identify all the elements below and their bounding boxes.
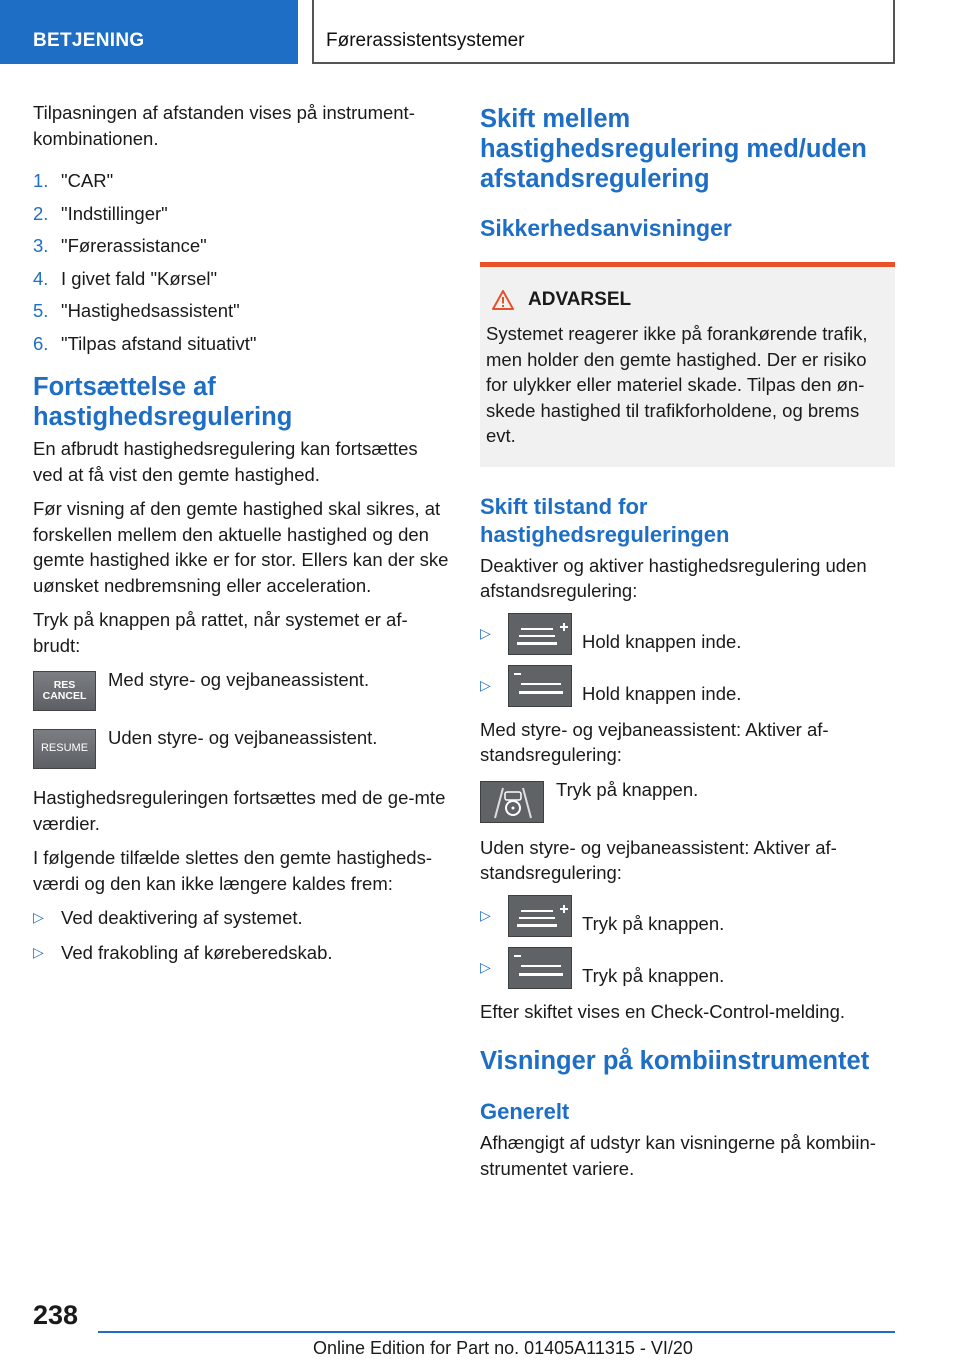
paragraph: Med styre- og vejbaneassistent: Aktiver af-standsregulering: <box>480 718 829 765</box>
footer-divider <box>98 1331 895 1333</box>
resume-button-icon: RESUME <box>33 729 96 769</box>
cruise-plus-row <box>480 613 895 655</box>
triangle-bullet-icon: ▷ <box>33 943 44 960</box>
list-item: 1. "CAR" <box>33 170 114 191</box>
steering-assist-row <box>480 777 895 823</box>
bullet-list <box>33 905 451 965</box>
steering-assistant-icon <box>480 781 544 823</box>
triangle-bullet-icon: ▷ <box>480 907 491 923</box>
list-item: 4. I givet fald "Kørsel" <box>33 267 218 289</box>
heading-general: Generelt <box>480 1099 570 1124</box>
paragraph: Efter skiftet vises en Check-Control-melding. <box>480 1000 845 1022</box>
page-number: 238 <box>33 1300 79 1330</box>
triangle-bullet-icon: ▷ <box>480 625 491 641</box>
left-column <box>33 100 451 974</box>
paragraph: Hastighedsreguleringen fortsættes med de ge-mte værdier. <box>33 787 446 834</box>
steps-list <box>33 165 451 360</box>
instruction-text: Hold knappen inde. <box>582 682 742 704</box>
footer-edition: Online Edition for Part no. 01405A11315 - VI/20 <box>313 1338 693 1358</box>
paragraph: I følgende tilfælde slettes den gemte hastigheds-værdi og den kan ikke længere kaldes frem: <box>33 847 433 894</box>
instruction-text: Tryk på knappen. <box>582 964 725 986</box>
res-cancel-button-icon: RES CANCEL <box>33 671 96 711</box>
warning-title: ADVARSEL <box>486 289 889 311</box>
cruise-minus-row-2 <box>480 947 895 989</box>
button-description: Med styre- og vejbaneassistent. <box>108 669 370 690</box>
list-item: 5. "Hastighedsassistent" <box>33 300 240 321</box>
heading-display: Visninger på kombiinstrumentet <box>480 1047 870 1075</box>
heading-switch: Skift mellem hastighedsregulering med/uden afstandsregulering <box>480 105 867 193</box>
heading-continue: Fortsættelse af hastighedsregulering <box>33 373 293 431</box>
section-tab <box>0 0 298 64</box>
paragraph: Uden styre- og vejbaneassistent: Aktiver af-standsregulering: <box>480 836 837 883</box>
paragraph: Før visning af den gemte hastighed skal sikres, at forskellen mellem den aktuelle hastighed og den gemte hastighed ikke er for stor. Ellers kan der ske uønsket nedbremsning eller acceleration. <box>33 498 449 596</box>
triangle-bullet-icon: ▷ <box>33 909 44 925</box>
paragraph: Tryk på knappen på rattet, når systemet er af-brudt: <box>33 609 408 656</box>
list-item: 6. "Tilpas afstand situativt" <box>33 332 257 354</box>
warning-text: Systemet reagerer ikke på forankørende trafik, men holder den gemte hastighed. Der er risiko for ulykker eller materiel skade. Tilpas den øn-skede hastighed til trafikforholdene, og brems evt. <box>486 323 868 446</box>
warning-box <box>480 262 895 467</box>
instruction-text: Hold knappen inde. <box>582 630 742 652</box>
paragraph: En afbrudt hastighedsregulering kan fortsættes ved at få vist den gemte hastighed. <box>33 438 418 485</box>
cruise-control-minus-icon <box>508 665 572 707</box>
instruction-text: Tryk på knappen. <box>556 778 699 800</box>
cruise-control-plus-icon <box>508 613 572 655</box>
button-row-resume <box>33 725 451 769</box>
list-item: ▷ Ved frakobling af køreberedskab. <box>33 940 451 966</box>
heading-safety: Sikkerhedsanvisninger <box>480 215 732 241</box>
paragraph: Deaktiver og aktiver hastighedsregulering uden afstandsregulering: <box>480 554 867 601</box>
cruise-minus-row <box>480 665 895 707</box>
right-column <box>480 104 895 1190</box>
list-item: 3. "Førerassistance" <box>33 235 207 256</box>
section-title: BETJENING <box>33 30 145 51</box>
list-item: 2. "Indstillinger" <box>33 202 168 224</box>
list-item: ▷ Ved deaktivering af systemet. <box>33 905 451 931</box>
triangle-bullet-icon: ▷ <box>480 677 491 693</box>
button-row-res-cancel <box>33 667 451 711</box>
cruise-plus-row-2 <box>480 895 895 937</box>
paragraph: Afhængigt af udstyr kan visningerne på kombiin-strumentet variere. <box>480 1132 876 1179</box>
chapter-tab <box>312 0 895 64</box>
cruise-control-minus-icon <box>508 947 572 989</box>
heading-state: Skift tilstand for hastighedsreguleringen <box>480 493 730 547</box>
cruise-control-plus-icon <box>508 895 572 937</box>
warning-triangle-icon <box>492 290 514 310</box>
instruction-text: Tryk på knappen. <box>582 912 725 934</box>
triangle-bullet-icon: ▷ <box>480 959 491 975</box>
button-description: Uden styre- og vejbaneassistent. <box>108 727 378 748</box>
intro-text: Tilpasningen af afstanden vises på instrument-kombinationen. <box>33 102 415 149</box>
chapter-title: Førerassistentsystemer <box>326 30 525 51</box>
